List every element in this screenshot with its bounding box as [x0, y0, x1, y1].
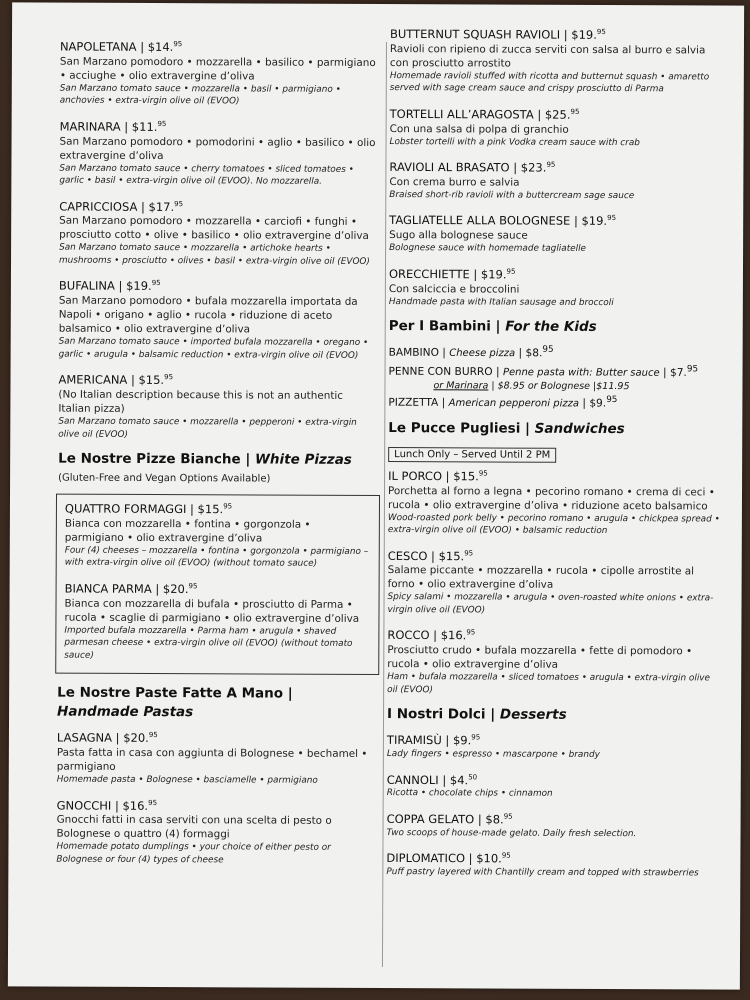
item-name: AMERICANA | $15.: [58, 372, 165, 388]
menu-item: [59, 276, 379, 362]
item-cents: 95: [148, 798, 158, 807]
item-name: GNOCCHI | $16.: [56, 798, 149, 813]
item-english: Ricotta • chocolate chips • cinnamon: [386, 788, 553, 800]
left-column: [56, 37, 380, 877]
kids-item-penne-options: or Marinara | $8.95 or Bolognese |$11.95: [433, 380, 630, 393]
menu-item: [59, 196, 379, 268]
item-name: NAPOLETANA | $14.: [59, 39, 174, 54]
item-english: Homemade potato dumplings • your choice of either pesto or Bolognese or four (4) types of cheese: [56, 842, 331, 866]
item-italian: (No Italian description because this is not an authentic Italian pizza): [58, 388, 344, 416]
kids-item-pizzetta: PIZZETTA | American pepperoni pizza | $9.95: [388, 395, 618, 410]
lunch-only-badge: Lunch Only – Served Until 2 PM: [388, 447, 556, 463]
item-name: QUATTRO FORMAGGI | $15.: [64, 501, 224, 517]
item-cents: 95: [464, 548, 474, 557]
menu-item: [390, 24, 725, 96]
item-cents: 95: [164, 373, 174, 382]
section-heading-white-pizzas: Le Nostre Pizze Bianche | White Pizzas: [58, 450, 352, 469]
item-italian: Salame piccante • mozzarella • rucola • cipolle arrostite al forno • olio extravergine d’oliva: [387, 564, 695, 592]
kids-item-bambino: BAMBINO | Cheese pizza | $8.95: [388, 344, 554, 360]
menu-item: [65, 499, 371, 571]
item-cents: 95: [607, 214, 617, 223]
item-name: BIANCA PARMA | $20.: [64, 581, 189, 596]
item-cents: 95: [596, 27, 606, 36]
item-italian: Bianca con mozzarella • fontina • gorgonzola • parmigiano • olio extravergine d’oliva: [64, 517, 311, 545]
menu-item: [388, 466, 723, 538]
section-heading-kids: Per I Bambini | For the Kids: [388, 318, 597, 336]
item-cents: 95: [501, 851, 511, 860]
item-name: ORECCHIETTE | $19.: [388, 266, 507, 282]
section-heading-handmade-pastas: Le Nostre Paste Fatte A Mano | Handmade Pastas: [57, 684, 293, 721]
item-cents: 95: [223, 502, 233, 511]
item-cents: 95: [570, 107, 580, 116]
item-cents: 95: [157, 119, 167, 128]
item-name: DIPLOMATICO | $10.: [386, 851, 502, 866]
menu-item: [387, 625, 722, 697]
item-italian: Sugo alla bolognese sauce: [389, 229, 528, 242]
item-name: TAGLIATELLE ALLA BOLOGNESE | $19.: [389, 213, 608, 229]
item-name: CESCO | $15.: [387, 548, 465, 563]
item-cents: 95: [546, 160, 556, 169]
item-name: BUTTERNUT SQUASH RAVIOLI | $19.: [389, 26, 597, 42]
item-english: Lobster tortelli with a pink Vodka cream sauce with crab: [389, 136, 640, 148]
item-cents: 95: [478, 469, 488, 478]
item-english: San Marzano tomato sauce • mozzarella • artichoke hearts • mushrooms • prosciutto • olives • basil • extra-virgin olive oil (EVOO): [59, 243, 370, 267]
item-english: Lady fingers • espresso • mascarpone • brandy: [386, 749, 600, 761]
gluten-free-note: (Gluten-Free and Vegan Options Available): [58, 472, 271, 485]
item-italian: Con una salsa di polpa di granchio: [389, 122, 569, 136]
item-english: Bolognese sauce with homemade tagliatelle: [389, 243, 587, 255]
item-name: IL PORCO | $15.: [388, 468, 479, 484]
menu-item: [387, 809, 722, 841]
item-name: LASAGNA | $20.: [56, 730, 149, 746]
item-english: San Marzano tomato sauce • mozzarella • pepperoni • extra-virgin olive oil (EVOO): [58, 416, 357, 440]
right-column: [386, 24, 725, 889]
item-english: Spicy salami • mozzarella • arugula • oven-roasted white onions • extra-virgin olive oil (EVOO): [387, 592, 714, 616]
menu-item: [390, 104, 725, 150]
menu-item: [57, 728, 377, 788]
item-italian: San Marzano pomodoro • mozzarella • basilico • parmigiano • acciughe • olio extravergine d’oliva: [59, 55, 376, 83]
item-italian: Con crema burro e salvia: [389, 176, 520, 189]
item-italian: Porchetta al forno a legna • pecorino romano • crema di ceci • rucola • olio extravergine d’oliva • riduzione aceto balsamico: [387, 484, 715, 513]
item-name: MARINARA | $11.: [59, 119, 158, 134]
menu-item: [389, 264, 724, 310]
item-cents: 95: [173, 40, 183, 49]
item-cents: 95: [503, 812, 513, 821]
menu-item: [58, 370, 378, 442]
item-name: BUFALINA | $19.: [58, 278, 152, 294]
item-english: Handmade pasta with Italian sausage and broccoli: [388, 296, 614, 308]
item-name: TIRAMISÙ | $9.: [386, 733, 472, 748]
item-italian: San Marzano pomodoro • bufala mozzarella importata da Napoli • origano • aglio • rucola • riduzione di aceto balsamico • olio extravergine d’oliva: [58, 294, 358, 336]
menu-item: [387, 770, 722, 802]
menu-item: [387, 546, 722, 618]
item-italian: Bianca con mozzarella di bufala • prosciutto di Parma • rucola • scaglie di parmigiano • olio extravergine d’oliva: [64, 597, 360, 625]
menu-item: [60, 37, 380, 109]
item-italian: San Marzano pomodoro • mozzarella • carciofi • funghi • prosciutto cotto • olive • basilico • olio extravergine d’oliva: [59, 215, 369, 243]
item-english: Two scoops of house-made gelato. Daily fresh selection.: [386, 827, 637, 839]
item-cents: 95: [148, 731, 158, 740]
menu-item: [387, 730, 722, 762]
item-cents: 95: [174, 199, 184, 208]
item-italian: Con salciccia e broccolini: [388, 282, 520, 296]
item-name: COPPA GELATO | $8.: [386, 811, 504, 827]
item-english: Homemade pasta • Bolognese • basciamelle • parmigiano: [56, 774, 318, 786]
item-cents: 95: [188, 582, 198, 591]
item-italian: Pasta fatta in casa con aggiunta di Bolognese • bechamel • parmigiano: [56, 746, 368, 773]
kids-item-penne: PENNE CON BURRO | Penne pasta with: Butter sauce | $7.95: [388, 364, 699, 379]
menu-item: [389, 157, 724, 203]
section-heading-sandwiches: Le Pucce Pugliesi | Sandwiches: [388, 419, 625, 437]
item-english: Ham • bufala mozzarella • sliced tomatoes • arugula • extra-virgin olive oil (EVOO): [387, 672, 711, 695]
item-italian: Gnocchi fatti in casa serviti con una scelta di pesto o Bolognese o quattro (4) formaggi: [56, 814, 332, 841]
item-cents: 95: [151, 279, 161, 288]
menu-item: [64, 579, 370, 664]
item-english: Puff pastry layered with Chantilly cream and topped with strawberries: [386, 867, 699, 879]
item-italian: Ravioli con ripieno di zucca serviti con salsa al burro e salvia con prosciutto arrostito: [389, 42, 706, 70]
item-name: RAVIOLI AL BRASATO | $23.: [389, 160, 547, 175]
menu-item: [59, 116, 379, 188]
item-name: TORTELLI ALL’ARAGOSTA | $25.: [389, 106, 571, 122]
item-name: CAPRICCIOSA | $17.: [59, 199, 175, 214]
item-italian: San Marzano pomodoro • pomodorini • aglio • basilico • olio extravergine d’oliva: [59, 135, 376, 162]
item-english: San Marzano tomato sauce • imported bufala mozzarella • oregano • garlic • arugula • balsamic reduction • extra-virgin olive oil (EVOO): [58, 336, 369, 361]
item-english: Braised short-rib ravioli with a buttercream sage sauce: [389, 190, 635, 202]
section-heading-desserts: I Nostri Dolci | Desserts: [387, 706, 567, 724]
item-english: San Marzano tomato sauce • mozzarella • basil • parmigiano • anchovies • extra-virgin olive oil (EVOO): [59, 83, 341, 107]
item-name: CANNOLI | $4.: [386, 772, 469, 787]
item-name: ROCCO | $16.: [387, 628, 467, 643]
item-cents: 95: [471, 733, 481, 742]
item-cents: 95: [506, 267, 516, 276]
menu-item: [389, 211, 724, 257]
item-english: San Marzano tomato sauce • cherry tomatoes • sliced tomatoes • garlic • basil • extra-virgin olive oil (EVOO). No mozzarella.: [59, 163, 354, 187]
item-english: Imported bufala mozzarella • Parma ham • arugula • shaved parmesan cheese • extra-virgin olive oil (EVOO) (without tomato sauce): [64, 625, 353, 661]
white-pizzas-box: [55, 494, 380, 676]
item-cents: 95: [466, 628, 476, 637]
item-english: Homemade ravioli stuffed with ricotta and butternut squash • amaretto served with sage cream sauce and crispy prosciutto di Parma: [389, 70, 710, 95]
menu-item: [56, 795, 376, 867]
item-english: Wood-roasted pork belly • pecorino romano • arugula • chickpea spread • extra-virgin olive oil (EVOO) • balsamic reduction: [387, 512, 720, 537]
item-cents: 50: [468, 772, 478, 781]
item-italian: Prosciutto crudo • bufala mozzarella • fette di pomodoro • rucola • olio extravergine d’oliva: [387, 644, 693, 672]
item-english: Four (4) cheeses – mozzarella • fontina • gorgonzola • parmigiano – with extra-virgin olive oil (EVOO) (without tomato sauce): [64, 545, 369, 570]
menu-item: [386, 848, 721, 880]
menu-page: [8, 2, 744, 989]
